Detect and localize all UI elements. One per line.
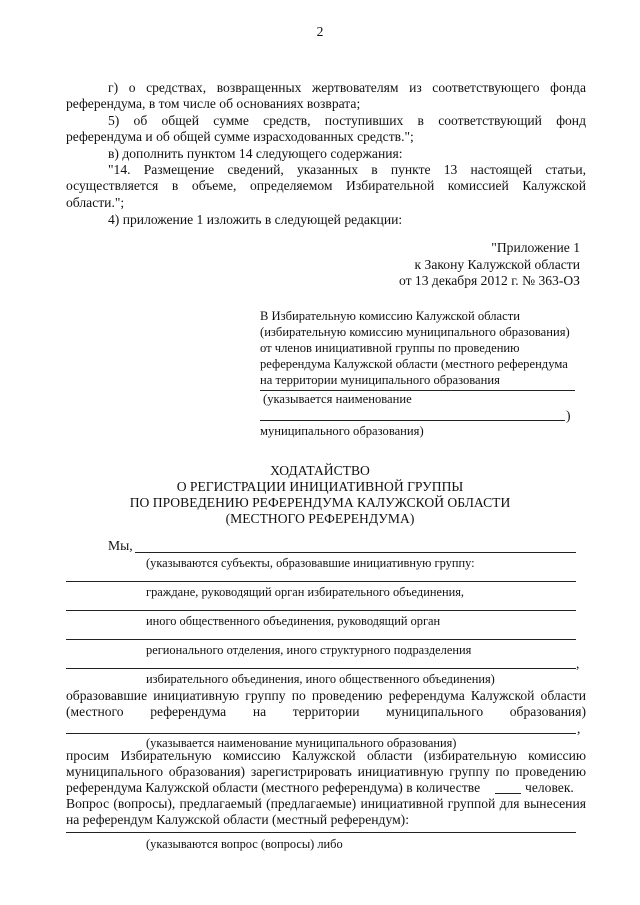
form-my-label: Мы,: [108, 538, 133, 553]
form-hint-elect-assoc: избирательного объединения, иного общественного объединения): [146, 672, 495, 686]
form-hint-citizens: граждане, руководящий орган избирательного объединения,: [146, 585, 465, 599]
form-request-line1: просим Избирательную комиссию Калужской области (избирательную комиссию: [66, 748, 586, 763]
form-blank-question: [66, 832, 576, 833]
form-blank-municipality: [66, 733, 576, 734]
title-line3: ПО ПРОВЕДЕНИЮ РЕФЕРЕНДУМА КАЛУЖСКОЙ ОБЛАСТИ: [129, 495, 511, 510]
form-blank-citizens: [66, 581, 576, 582]
form-blank-subjects: [135, 552, 576, 553]
addressee-blank-2: [260, 420, 565, 421]
amendment-4-line: 4) приложение 1 изложить в следующей редакции:: [108, 212, 403, 227]
title-line1: ХОДАТАЙСТВО: [270, 463, 370, 478]
form-comma: ,: [576, 656, 580, 671]
title-line2: О РЕГИСТРАЦИИ ИНИЦИАТИВНОЙ ГРУППЫ: [176, 479, 464, 494]
addressee-line3: от членов инициативной группы по проведению: [260, 341, 520, 355]
amendment-14-line3: области.";: [66, 195, 125, 210]
form-hint-other-assoc: иного общественного объединения, руководящий орган: [146, 614, 441, 628]
form-question-line1: Вопрос (вопросы), предлагаемый (предлагаемые) инициативной группой для вынесения: [66, 796, 586, 811]
amendment-14-line1: "14. Размещение сведений, указанных в пункте 13 настоящей статьи,: [108, 162, 586, 177]
form-request-line2: муниципального образования) зарегистрировать инициативную группу по проведению: [66, 764, 586, 779]
form-hint-regional: регионального отделения, иного структурного подразделения: [146, 643, 472, 657]
addressee-line2: (избирательную комиссию муниципального образования): [260, 325, 570, 339]
form-blank-regional: [66, 639, 576, 640]
form-hint-municipality: (указывается наименование муниципального образования): [146, 736, 457, 750]
amendment-g-line1: г) о средствах, возвращенных жертвователям из соответствующего фонда: [108, 80, 586, 95]
appendix-title: "Приложение 1: [491, 240, 580, 255]
form-formed-line1: образовавшие инициативную группу по проведению референдума Калужской области: [66, 688, 586, 703]
addressee-blank-1: [260, 390, 575, 391]
form-formed-line2: (местного референдума на территории муниципального образования): [66, 704, 586, 719]
title-line4: (МЕСТНОГО РЕФЕРЕНДУМА): [225, 511, 415, 526]
addressee-close-paren: ): [566, 408, 571, 423]
appendix-law: к Закону Калужской области: [414, 257, 580, 272]
addressee-line4: референдума Калужской области (местного референдума: [260, 357, 568, 371]
appendix-date: от 13 декабря 2012 г. № 363-ОЗ: [398, 273, 580, 288]
addressee-line1: В Избирательную комиссию Калужской области: [260, 309, 520, 323]
form-blank-count: [495, 793, 521, 794]
form-request-line3-a: референдума Калужской области (местного референдума) в количестве: [66, 780, 481, 795]
addressee-hint2: муниципального образования): [260, 424, 424, 438]
amendment-v-line: в) дополнить пунктом 14 следующего содержания:: [108, 146, 403, 161]
form-hint-subjects: (указываются субъекты, образовавшие инициативную группу:: [146, 556, 475, 570]
form-blank-elect-assoc: [66, 668, 576, 669]
amendment-14-line2: осуществляется в объеме, определяемом Избирательной комиссией Калужской: [66, 178, 586, 193]
page-number: 2: [316, 24, 324, 39]
form-comma2: ,: [577, 721, 581, 736]
form-hint-question: (указываются вопрос (вопросы) либо: [146, 837, 343, 851]
amendment-g-line2: референдума, в том числе об основаниях возврата;: [66, 96, 361, 111]
form-blank-other-assoc: [66, 610, 576, 611]
amendment-5-line2: референдума и об общей сумме израсходованных средств.";: [66, 129, 414, 144]
form-request-line3-b: человек.: [525, 780, 574, 795]
addressee-hint1: (указывается наименование: [263, 392, 412, 406]
form-question-line2: на референдум Калужской области (местный референдум):: [66, 812, 409, 827]
addressee-line5: на территории муниципального образования: [260, 373, 500, 387]
amendment-5-line1: 5) об общей сумме средств, поступивших в соответствующий фонд: [108, 113, 586, 128]
